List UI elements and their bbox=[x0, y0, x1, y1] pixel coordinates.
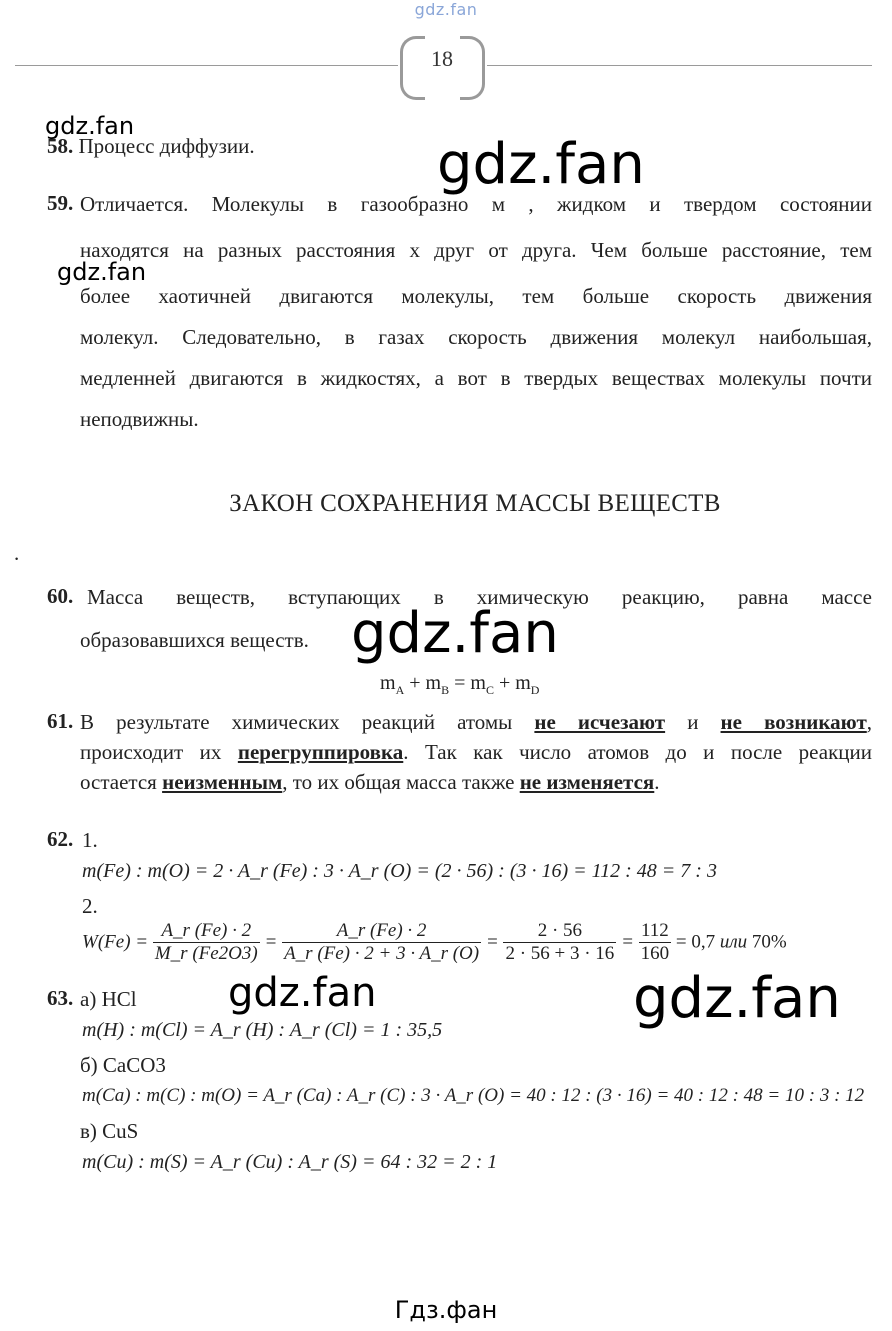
section-title: ЗАКОН СОХРАНЕНИЯ МАССЫ ВЕЩЕСТВ bbox=[229, 490, 721, 517]
answer-line: находятся на разных расстояния х друг от друга. Чем больше расстояние, тем bbox=[80, 238, 872, 262]
fraction: $\frac{A\_r (Fe) \cdot 2}{A\_r (Fe) \cdot 2 + 3 \cdot A\_r (O)}$ bbox=[284, 920, 480, 964]
page-number: 18 bbox=[431, 46, 453, 71]
equation-mass-ratio-fe-o: m(Fe) : m(O) = 2 · A_r (Fe) : 3 · A_r (O) = (2 · 56) : (3 · 16) = 112 : 48 = 7 : 3 bbox=[82, 860, 717, 882]
watermark: gdz.fan bbox=[437, 132, 645, 197]
part-label: б) CaCO3 bbox=[80, 1053, 166, 1077]
answer-line: Масса веществ, вступающих в химическую реакцию, равна массе bbox=[87, 585, 872, 609]
answer-line: В результате химических реакций атомы не исчезают и не возникают, bbox=[80, 710, 873, 734]
answer-line: Отличается. Молекулы в газообразно м , жидком и твердом состоянии bbox=[80, 192, 872, 216]
part-label: 2. bbox=[82, 894, 98, 918]
answer-line: более хаотичней двигаются молекулы, тем больше скорость движения bbox=[80, 284, 872, 308]
part-label: в) CuS bbox=[80, 1119, 139, 1143]
equation-hcl: m(H) : m(Cl) = A_r (H) : A_r (Cl) = 1 : 35,5 bbox=[82, 1019, 443, 1041]
answer-text: Процесс диффузии. bbox=[78, 134, 255, 158]
fraction: $\frac{2 \cdot 56}{2 \cdot 56 + 3 \cdot 16}$ bbox=[505, 920, 615, 964]
stray-dot: . bbox=[14, 541, 20, 565]
part-label: а) HCl bbox=[80, 987, 137, 1011]
answer-line: молекул. Следовательно, в газах скорость движения молекул наибольшая, bbox=[80, 325, 872, 349]
header-rule-right bbox=[487, 65, 872, 66]
question-number-60: 60. bbox=[47, 584, 74, 608]
site-label: gdz.fan bbox=[414, 0, 478, 19]
watermark: gdz.fan bbox=[351, 601, 559, 666]
fraction: $\frac{A\_r (Fe) \cdot 2}{M\_r (Fe2O3)}$ bbox=[154, 920, 258, 964]
equation-cus: m(Cu) : m(S) = A_r (Cu) : A_r (S) = 64 : 32 = 2 : 1 bbox=[82, 1151, 498, 1173]
watermark: gdz.fan bbox=[45, 112, 135, 140]
question-number-63: 63. bbox=[47, 986, 74, 1010]
answer-line: остается неизменным, то их общая масса также не изменяется. bbox=[80, 770, 660, 794]
question-number-61: 61. bbox=[47, 709, 74, 733]
fraction: $\frac{112}{160}$ bbox=[640, 920, 670, 964]
question-number-62: 62. bbox=[47, 827, 74, 851]
watermark-bottom: Гдз.фан bbox=[394, 1296, 498, 1324]
question-number-59: 59. bbox=[47, 191, 74, 215]
watermark: gdz.fan bbox=[57, 258, 147, 286]
answer-line: медленней двигаются в жидкостях, а вот в твердых веществах молекулы почти bbox=[80, 366, 872, 390]
part-label: 1. bbox=[82, 828, 98, 852]
equation-caco3: m(Ca) : m(C) : m(O) = A_r (Ca) : A_r (C) : 3 · A_r (O) = 40 : 12 : (3 · 16) = 40 : 12 : 48 = 10 : 3 : 12 bbox=[82, 1085, 865, 1106]
answer-line: происходит их перегруппировка. Так как число атомов до и после реакции bbox=[80, 740, 872, 764]
equation-mass-fraction-fe: W(Fe) = $\frac{A\_r (Fe) \cdot 2}{M\_r (Fe2O3)}$ = $\frac{A\_r (Fe) \cdot 2}{A\_r (Fe) \cdot 2 + 3 \cdot A\_r (O)}$ = $\frac{2 \cdot 56}{2 \cdot 56 + 3 \cdot 16}$ = $\frac{112}{160}$ = 0,7 или 70% bbox=[82, 920, 787, 964]
answer-line: неподвижны. bbox=[80, 407, 199, 431]
watermark: gdz.fan bbox=[228, 970, 377, 1016]
question-number: 58. bbox=[47, 134, 74, 158]
answer-line: образовавшихся веществ. bbox=[80, 628, 309, 652]
header-rule-left bbox=[15, 65, 398, 66]
mass-conservation-formula: $m_A + m_B = m_C + m_D$ bbox=[380, 672, 540, 697]
watermark: gdz.fan bbox=[633, 966, 841, 1031]
